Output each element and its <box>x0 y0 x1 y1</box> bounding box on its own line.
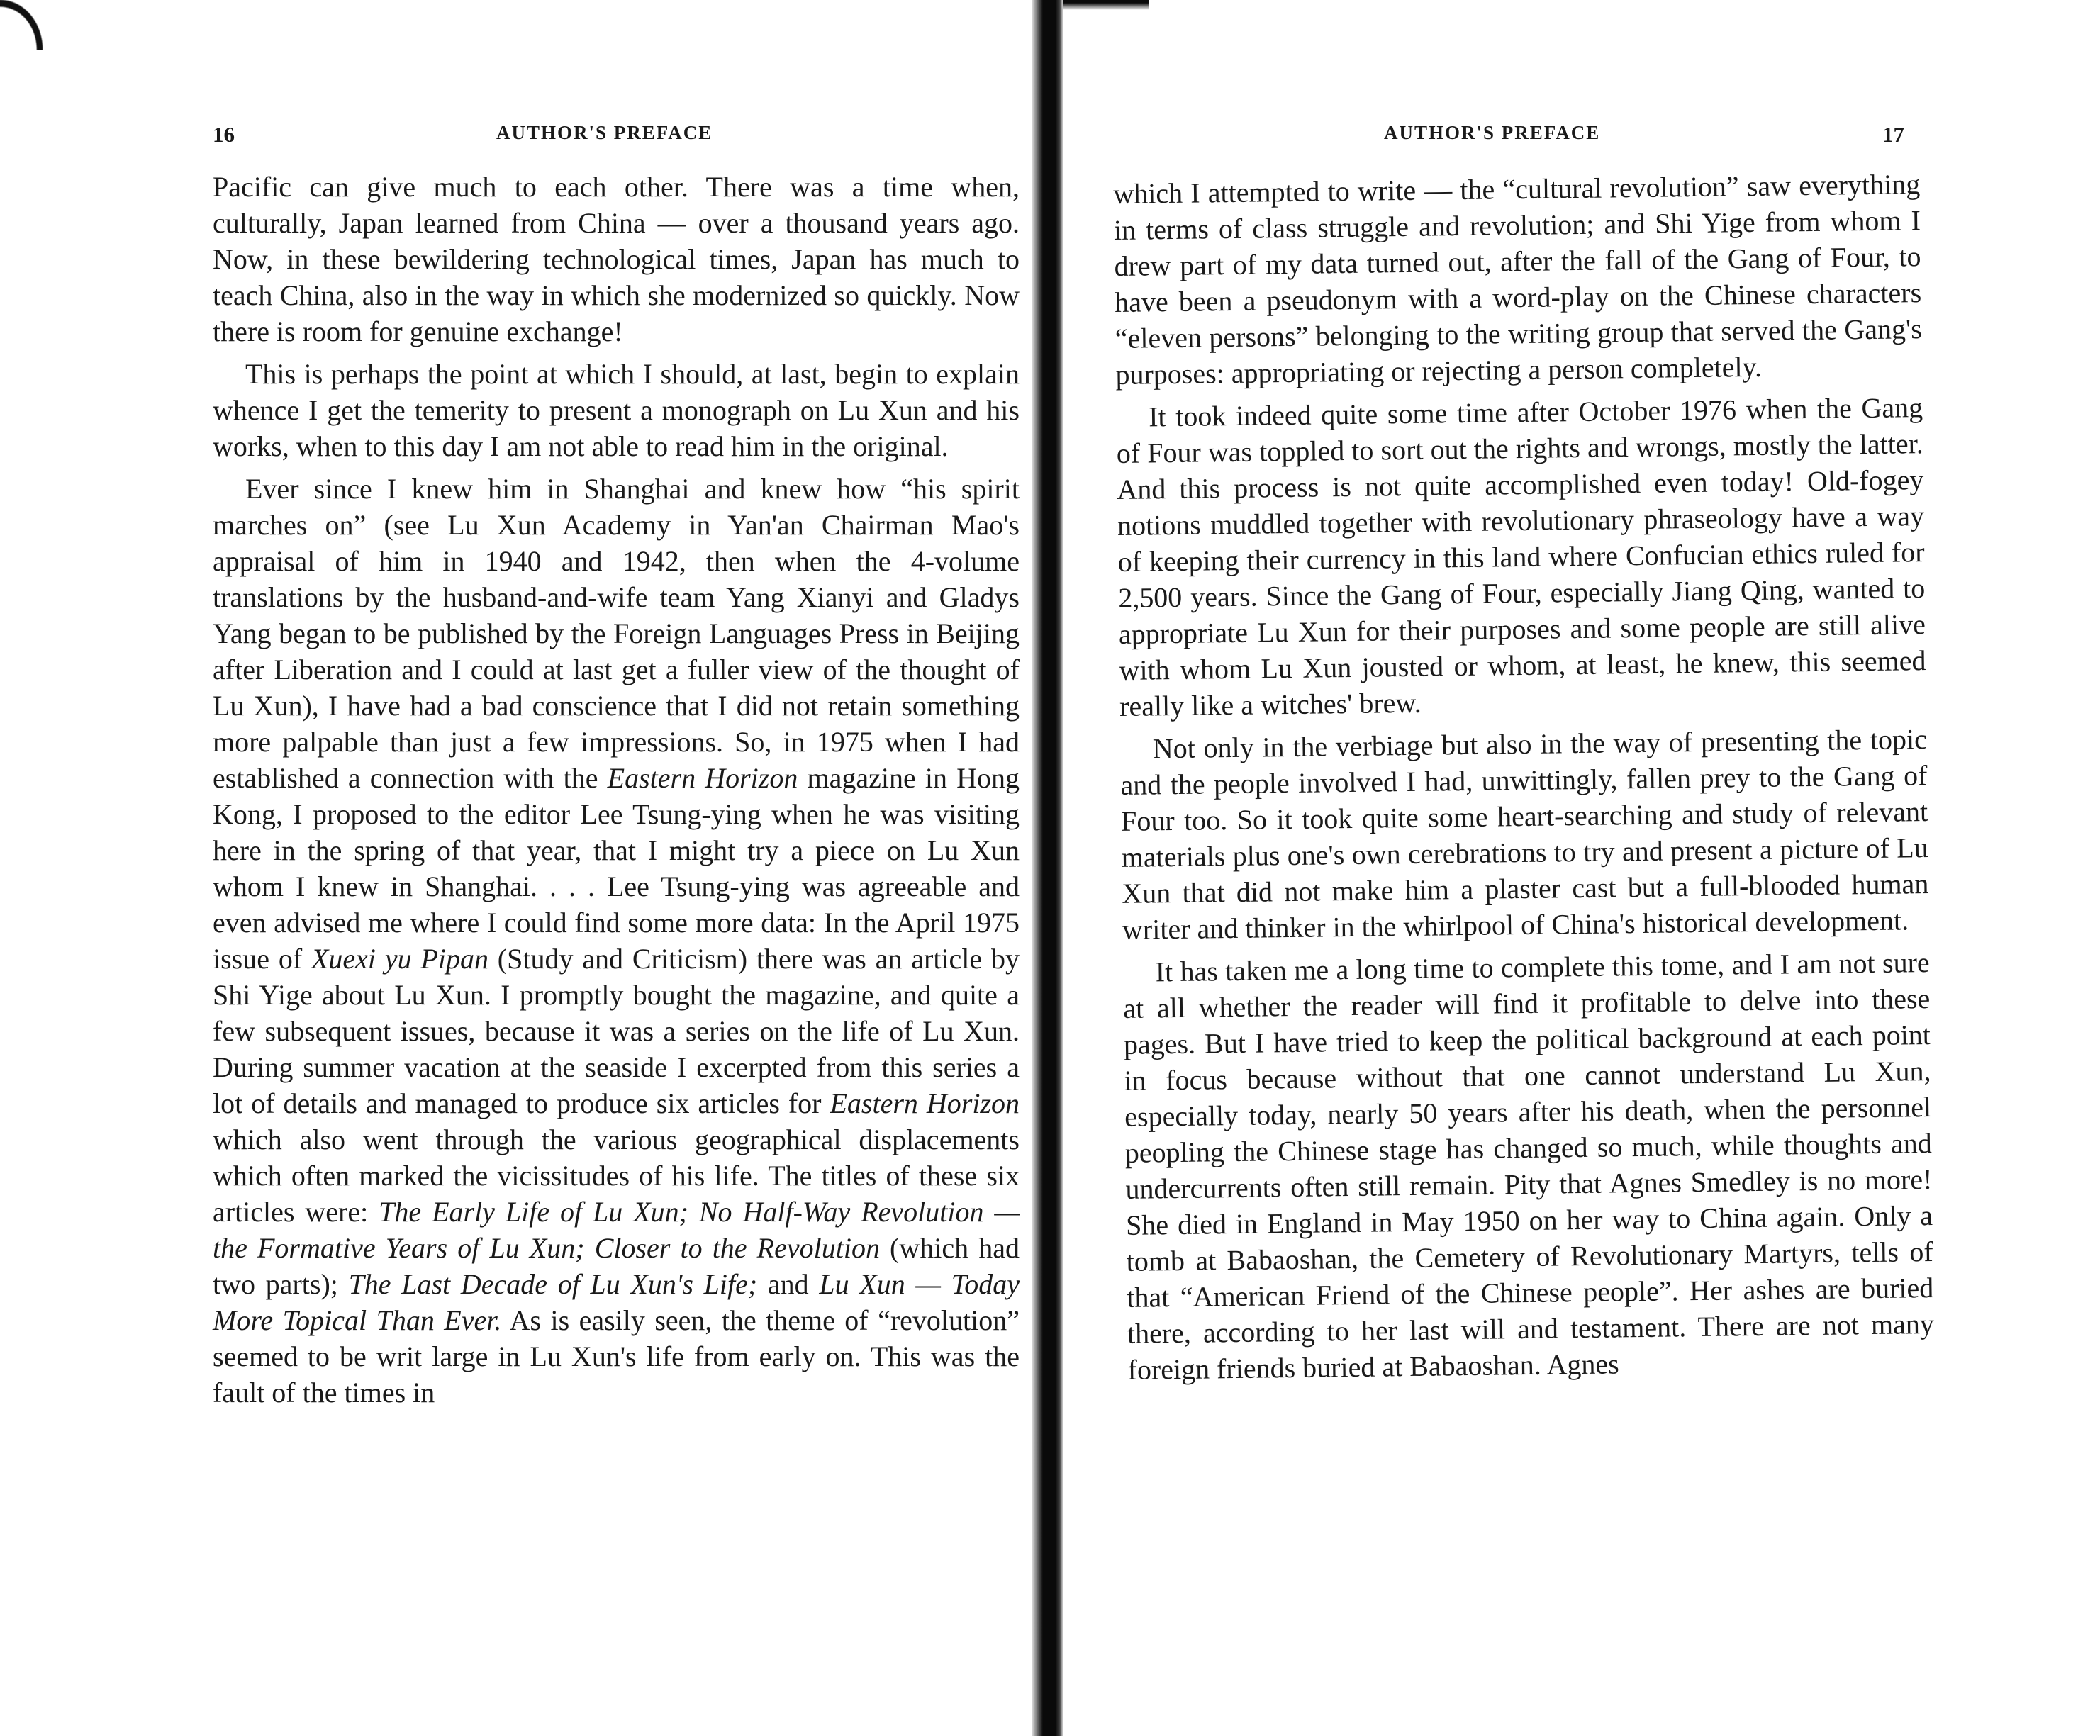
page-number: 17 <box>1882 122 1904 147</box>
paragraph <box>213 356 1020 464</box>
paragraph <box>1113 166 1923 393</box>
paragraph <box>213 169 1020 349</box>
italic-title: The Early Life of Lu Xun; No Half-Way Revolution — the Formative Years of Lu Xun; Closer to the Revolution <box>213 1196 1020 1264</box>
text-run: It has taken me a long time to complete this tome, and I am not sure at all whether the reader will find it profitable to delve into these pages. But I have tried to keep the political background at each point in focus because without that one cannot understand Lu Xun, especially today, nearly 50 years after his death, when the personnel peopling the Chinese stage has changed so much, while thoughts and undercurrents often still remain. Pity that Agnes Smedley is no more! She died in England in May 1950 on her way to China again. Only a tomb at Babaoshan, the Cemetery of Revolutionary Martyrs, tells of that “American Friend of the Chinese people”. Her ashes are buried there, according to her last will and testament. There are not many foreign friends buried at Babaoshan. Agnes <box>1123 946 1935 1386</box>
body-text <box>1113 166 1935 1394</box>
text-run: Not only in the verbiage but also in the way of presenting the topic and the people involved I had, unwittingly, fallen prey to the Gang of Four too. So it took quite some heart-searching and study of relevant materials plus one's own cerebrations to try and present a picture of Lu Xun that did not make him a plaster cast but a full-blooded human writer and thinker in the whirlpool of China's historical development. <box>1120 723 1929 946</box>
paragraph <box>1120 721 1930 948</box>
right-page <box>1063 0 2100 1736</box>
italic-title: Eastern Horizon <box>830 1087 1020 1119</box>
italic-title: Lu Xun — Today More Topical Than Ever. <box>213 1268 1020 1336</box>
book-gutter <box>1032 0 1063 1736</box>
text-run: It took indeed quite some time after October 1976 when the Gang of Four was toppled to sort out the rights and wrongs, mostly the latter. And this process is not quite accomplished even today! Old-fogey notions muddled together with revolutionary phraseology have a way of keeping their currency in this land where Confucian ethics ruled for 2,500 years. Since the Gang of Four, especially Jiang Qing, wanted to appropriate Lu Xun for their purposes and some people are still alive with whom Lu Xun jousted or whom, at least, he knew, this seemed really like a witches' brew. <box>1116 391 1926 722</box>
text-run: As is easily seen, the theme of “revolution” seemed to be writ large in Lu Xun's life from early on. This was the fault of the times in <box>213 1304 1020 1409</box>
italic-title: Eastern Horizon <box>607 762 798 794</box>
text-run: Pacific can give much to each other. There was a time when, culturally, Japan learned from China — over a thousand years ago. Now, in these bewildering technological times, Japan has much to teach China, also in the way in which she modernized so quickly. Now there is room for genuine exchange! <box>213 171 1020 347</box>
text-run: (Study and Criticism) there was an article by Shi Yige about Lu Xun. I promptly bought the magazine, and quite a few subsequent issues, because it was a series on the life of Lu Xun. During summer vacation at the seaside I excerpted from this series a lot of details and managed to produce six articles for <box>213 943 1020 1119</box>
running-head: AUTHOR'S PREFACE <box>496 122 713 143</box>
italic-title: Xuexi yu Pipan <box>311 943 488 975</box>
text-run: This is perhaps the point at which I should, at last, begin to explain whence I get the temerity to present a monograph on Lu Xun and his works, when to this day I am not able to read him in the original. <box>213 358 1020 462</box>
page-number: 16 <box>213 122 235 147</box>
text-run: (which had two parts); <box>213 1232 1020 1300</box>
page-corner-left <box>0 0 43 50</box>
text-run: magazine in Hong Kong, I proposed to the editor Lee Tsung-ying when he was visiting here in the spring of that year, that I might try a piece on Lu Xun whom I knew in Shanghai. . . . Lee Tsung-ying was agreeable and even advised me where I could find some more data: In the April 1975 issue of <box>213 762 1020 975</box>
paragraph <box>213 471 1020 1411</box>
body-text <box>213 169 1020 1417</box>
text-run: Ever since I knew him in Shanghai and knew how “his spirit marches on” (see Lu Xun Academy in Yan'an Chairman Mao's appraisal of him in 1940 and 1942, then when the 4-volume translations by the husband-and-wife team Yang Xianyi and Gladys Yang began to be published by the Foreign Languages Press in Beijing after Liberation and I could at last get a fuller view of the thought of Lu Xun), I have had a bad conscience that I did not retain something more palpable than just a few impressions. So, in 1975 when I had established a connection with the <box>213 473 1020 794</box>
paragraph <box>1122 944 1934 1388</box>
paragraph <box>1116 389 1927 724</box>
text-run: and <box>757 1268 820 1300</box>
text-run: which also went through the various geographical displacements which often marked the vicissitudes of his life. The titles of these six articles were: <box>213 1124 1020 1228</box>
running-head: AUTHOR'S PREFACE <box>1384 122 1601 143</box>
italic-title: The Last Decade of Lu Xun's Life; <box>348 1268 758 1300</box>
text-run: which I attempted to write — the “cultural revolution” saw everything in terms of class struggle and revolution; and Shi Yige from whom I drew part of my data turned out, after the fall of the Gang of Four, to have been a pseudonym with a word-play on the Chinese characters “eleven persons” belonging to the writing group that served the Gang's purposes: appropriating or rejecting a person completely. <box>1113 168 1922 391</box>
left-page <box>0 0 1032 1736</box>
